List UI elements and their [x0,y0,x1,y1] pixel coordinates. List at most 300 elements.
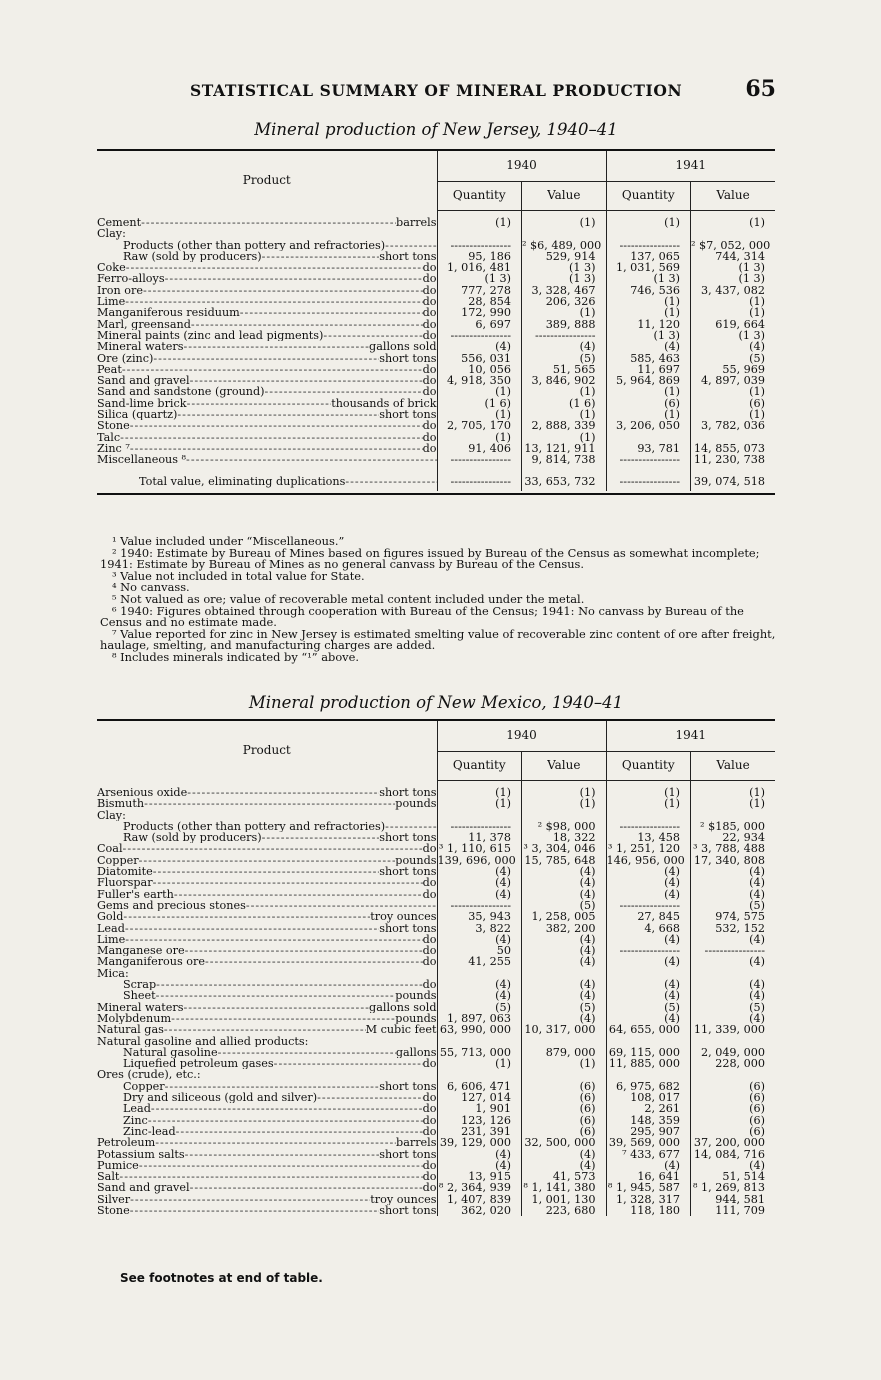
product-cell [97,1126,437,1137]
product-unit: do [422,1159,437,1172]
product-cell [97,900,437,911]
table-row [97,1149,775,1160]
product-name: Salt [97,1171,120,1183]
leader-dots [130,1194,370,1205]
product-label-wrap [97,432,437,443]
product-cell [97,273,437,284]
product-unit: troy ounces [370,1193,437,1205]
product-cell [97,319,437,330]
quantity-cell: 362, 020 [437,1205,522,1216]
product-label-wrap [97,273,437,284]
footnote: ² 1940: Estimate by Bureau of Mines based on figures issued by Bureau of the Census as somewhat incomplete; 1941: Estimate by Bureau of Mines as no general canvass by Bureau of the Census. [100,545,760,572]
value-cell: 51, 514 [722,1171,766,1183]
value-cell [691,968,776,979]
quantity-cell [606,810,691,821]
table-row [97,273,775,284]
product-unit: pounds [395,1012,437,1025]
product-unit: do [422,284,437,297]
total-quantity-cell: ---------------- [606,466,691,491]
quantity-cell: 6, 697 [437,319,522,330]
leader-dots [151,1103,423,1114]
product-label-wrap [97,1081,437,1092]
value-cell: 22, 934 [722,832,766,844]
leader-dots [165,1081,380,1092]
product-label-wrap [97,319,437,330]
product-name: Mineral waters [97,341,184,353]
product-name: Mineral paints (zinc and lead pigments) [97,329,324,342]
total-label: Total value, eliminating duplications [139,474,346,488]
product-cell [97,821,437,832]
leader-dots [156,979,422,990]
quantity-cell: ⁸ 1, 945, 587 [606,1182,691,1193]
quantity-cell: (4) [606,877,691,888]
product-label-wrap [97,866,437,877]
product-label-wrap [97,900,437,911]
value-cell: (6) [522,1115,607,1126]
leader-dots [130,420,423,431]
value-cell: (4) [522,1013,607,1024]
product-label-wrap [97,1194,437,1205]
product-unit: short tons [379,1148,437,1160]
value-cell: 382, 200 [522,923,607,934]
leader-dots [130,1205,380,1216]
leader-dots [143,285,423,296]
product-unit: short tons [379,866,437,878]
product-name: Gems and precious stones [97,899,246,912]
value-cell: 879, 000 [522,1047,607,1058]
product-cell [97,353,437,364]
quantity-cell: 137, 065 [606,251,691,262]
product-name: Silica (quartz) [97,409,178,421]
value-cell: (5) [749,1001,766,1013]
value-header: Value [522,752,607,781]
nm-production-table [97,719,775,1216]
product-label-wrap [97,1103,437,1114]
product-cell [97,843,437,854]
product-unit: do [422,933,437,946]
product-cell [97,1171,437,1182]
value-cell: (5) [749,899,766,912]
table-row [97,1103,775,1114]
product-unit: short tons [379,250,437,263]
quantity-cell: (4) [606,979,691,990]
quantity-cell: 3, 822 [437,923,522,934]
quantity-cell: (1) [606,307,691,318]
product-cell [97,420,437,431]
product-name: Fuller's earth [97,888,174,900]
quantity-cell: 118, 180 [606,1205,691,1216]
table-row [97,889,775,900]
product-unit: do [422,329,437,342]
value-cell: 619, 664 [715,318,766,330]
total-value-cell: 33, 653, 732 [522,466,607,491]
product-cell [97,375,437,386]
value-header: Value [522,182,607,211]
product-label-wrap [97,1149,437,1160]
value-cell: (1) [749,787,766,799]
product-label-wrap [97,307,437,318]
value-cell: (6) [749,397,766,410]
quantity-cell: 93, 781 [606,443,691,454]
value-cell: 2, 049, 000 [700,1046,766,1059]
product-cell [97,923,437,934]
product-unit: do [422,888,437,900]
product-name: Sand and gravel [97,1182,190,1194]
table-row [97,1182,775,1193]
leader-dots [265,386,423,397]
leader-dots [155,1137,396,1148]
product-cell [97,1058,437,1069]
quantity-cell: 13, 458 [606,832,691,843]
value-cell: ---------------- [522,330,607,341]
table-row [97,307,775,318]
value-cell: 944, 581 [715,1193,766,1205]
product-cell [97,454,437,465]
leader-dots [164,1024,366,1035]
quantity-cell: (4) [437,341,522,352]
quantity-cell: 1, 328, 317 [606,1194,691,1205]
table-row [97,1092,775,1103]
product-label-wrap [97,1160,437,1171]
product-cell [97,1013,437,1024]
product-cell [97,228,437,239]
value-cell: (1) [522,386,607,397]
table-row [97,251,775,262]
quantity-cell: ⁸ 2, 364, 939 [437,1182,522,1193]
table-row [97,443,775,454]
leader-dots [191,319,423,330]
value-cell: ² $6, 489, 000 [522,240,607,251]
product-cell [97,1205,437,1216]
leader-dots [240,307,423,318]
product-cell [97,1047,437,1058]
leader-dots [246,900,437,911]
table-row [97,1126,775,1137]
value-header: Value [691,182,776,211]
value-cell: 529, 914 [522,251,607,262]
table-row [97,968,775,979]
table-row [97,1171,775,1182]
value-cell: (6) [749,1092,766,1104]
value-cell: (5) [522,900,607,911]
leader-dots [123,843,423,854]
product-name: Manganiferous residuum [97,307,240,319]
table-row [97,285,775,296]
product-label-wrap [97,443,437,454]
quantity-cell [437,968,522,979]
leader-dots [218,1047,396,1058]
value-cell: (1 3) [738,329,766,342]
product-label-wrap [97,877,437,888]
value-cell: 18, 322 [522,832,607,843]
product-unit: do [422,296,437,308]
product-cell [97,968,437,979]
value-cell: 2, 888, 339 [522,420,607,431]
value-cell: 11, 230, 738 [693,454,766,466]
value-cell: (1) [749,798,766,810]
footnote: ⁸ Includes minerals indicated by “¹” above. [112,649,359,664]
product-unit: short tons [379,1204,437,1217]
quantity-cell: 139, 696, 000 [437,855,522,866]
table-row [97,979,775,990]
product-cell [97,398,437,409]
table-row [97,364,775,375]
product-unit: do [422,262,437,274]
quantity-cell: 11, 885, 000 [606,1058,691,1069]
product-unit: do [422,1058,437,1070]
product-label-wrap [97,454,437,465]
product-label-wrap [97,821,437,832]
table-row [97,353,775,364]
product-unit: do [422,420,437,432]
product-unit: do [422,1114,437,1126]
quantity-header: Quantity [437,752,522,781]
value-cell: 1, 258, 005 [522,911,607,922]
value-cell: (6) [522,1103,607,1114]
quantity-cell: 127, 014 [437,1092,522,1103]
value-cell: 3, 437, 082 [700,284,766,297]
quantity-cell: 95, 186 [437,251,522,262]
leader-dots [123,911,370,922]
quantity-cell: (1) [437,787,522,798]
product-name: Miscellaneous ⁸ [97,454,187,466]
value-cell: 3, 846, 902 [522,375,607,386]
product-cell [97,787,437,798]
leader-dots [183,341,369,352]
table-row [97,1081,775,1092]
product-cell [97,262,437,273]
product-name: Arsenious oxide [97,787,188,799]
leader-dots [165,273,423,284]
value-cell: (4) [522,979,607,990]
product-unit: do [422,843,437,855]
footnote: ⁵ Not valued as ore; value of recoverable metal content included under the metal. [112,591,585,606]
leader-dots [125,923,379,934]
year-1940-header: 1940 [437,150,606,182]
table-row [97,877,775,888]
product-label-wrap [97,341,437,352]
product-label-wrap [97,1171,437,1182]
quantity-cell: ³ 1, 110, 615 [437,843,522,854]
product-unit: short tons [379,352,437,364]
value-cell: (4) [749,888,766,900]
product-name: Products (other than pottery and refractories) [123,820,386,833]
quantity-cell: ---------------- [606,821,691,832]
product-cell [97,832,437,843]
quantity-cell: 108, 017 [606,1092,691,1103]
table-row [97,330,775,341]
product-name: Molybdenum [97,1012,172,1025]
table-row [97,787,775,798]
product-name: Peat [97,363,122,376]
value-cell: (1) [522,432,607,443]
product-label-wrap [97,228,437,239]
value-cell: 55, 969 [722,363,766,376]
quantity-cell: 1, 031, 569 [606,262,691,273]
product-name: Sand and sandstone (ground) [97,386,265,398]
value-cell: 15, 785, 648 [522,855,607,866]
leader-dots [345,476,436,487]
product-cell [97,1149,437,1160]
quantity-cell: (6) [606,398,691,409]
product-unit: do [422,979,437,991]
value-cell: (6) [749,1114,766,1126]
leader-dots [120,432,422,443]
product-unit: do [422,877,437,889]
quantity-cell: 63, 990, 000 [437,1024,522,1035]
value-cell: (1) [522,409,607,420]
quantity-cell: (4) [437,1149,522,1160]
leader-dots [177,409,379,420]
table-row [97,866,775,877]
product-cell [97,990,437,1001]
leader-dots [139,1160,423,1171]
quantity-cell [606,432,691,443]
table-row [97,855,775,866]
quantity-cell [606,968,691,979]
quantity-header: Quantity [606,752,691,781]
product-label-wrap [97,911,437,922]
product-name: Diatomite [97,866,153,878]
footnote: ³ Value not included in total value for State. [112,568,365,583]
leader-dots [262,251,380,262]
leader-dots [274,1058,423,1069]
product-cell [97,409,437,420]
table-row [97,420,775,431]
product-name: Coal [97,843,123,855]
value-cell: 3, 782, 036 [700,420,766,432]
quantity-cell: (1) [437,386,522,397]
value-cell: (4) [749,877,766,889]
leader-dots [323,330,422,341]
product-unit: M cubic feet [365,1024,437,1036]
nj-table-title: Mineral production of New Jersey, 1940–41 [254,120,618,139]
value-cell: (5) [522,353,607,364]
value-cell [691,810,776,821]
product-name: Manganese ore [97,945,185,957]
value-cell: ⁸ 1, 269, 813 [692,1182,766,1194]
product-unit: short tons [379,832,437,844]
table-row [97,386,775,397]
product-name: Sand and gravel [97,375,190,387]
quantity-cell: 69, 115, 000 [606,1047,691,1058]
footnote: ⁷ Value reported for zinc in New Jersey is estimated smelting value of recoverable zinc content of ore after freight, haulage, smelting, and manufacturing charges are added. [100,626,776,653]
product-unit: short tons [379,409,437,421]
product-cell [97,285,437,296]
quantity-header: Quantity [606,182,691,211]
product-name: Stone [97,1204,130,1217]
leader-dots [119,1171,422,1182]
product-name: Lime [97,933,126,946]
value-cell: 4, 897, 039 [700,375,766,387]
quantity-cell: (4) [437,889,522,900]
value-cell: (1 3) [522,273,607,284]
value-cell [522,1069,607,1080]
value-cell: (6) [522,1081,607,1092]
value-cell: ² $185, 000 [700,820,766,833]
quantity-cell: (1) [606,217,691,228]
leader-dots [190,375,423,386]
nj-table-body [97,211,775,494]
quantity-cell: 1, 407, 839 [437,1194,522,1205]
quantity-cell: ---------------- [437,330,522,341]
product-unit: do [422,431,437,443]
product-label-wrap [97,420,437,431]
quantity-cell: 35, 943 [437,911,522,922]
table-row [97,240,775,251]
quantity-cell: 39, 129, 000 [437,1137,522,1148]
total-quantity-cell: ---------------- [437,466,522,491]
quantity-cell: ---------------- [437,240,522,251]
quantity-cell: (1) [437,409,522,420]
value-cell: (1) [522,307,607,318]
quantity-cell: 123, 126 [437,1115,522,1126]
quantity-cell: (4) [606,956,691,967]
value-cell [522,228,607,239]
product-name: Gold [97,911,124,923]
quantity-header: Quantity [437,182,522,211]
value-cell: (1) [749,386,766,398]
product-column-header: Product [97,720,437,781]
product-label-wrap [97,364,437,375]
product-label-wrap [97,262,437,273]
quantity-cell: (1 3) [437,273,522,284]
table-row [97,375,775,386]
product-label-wrap [97,810,437,821]
quantity-cell: 16, 641 [606,1171,691,1182]
product-name: Potassium salts [97,1148,185,1160]
quantity-cell: ---------------- [437,821,522,832]
product-column-header: Product [97,150,437,211]
product-label-wrap [97,251,437,262]
product-name: Lead [97,922,125,934]
product-cell [97,934,437,945]
table-row [97,1194,775,1205]
leader-dots [148,1115,423,1126]
product-name: Natural gasoline [123,1046,218,1059]
quantity-cell: (1 3) [606,330,691,341]
value-cell: (4) [749,990,766,1002]
product-cell [97,341,437,352]
product-unit: pounds [395,798,437,810]
value-cell: 223, 680 [522,1205,607,1216]
product-name: Clay: [97,809,126,821]
value-cell: (6) [522,1126,607,1137]
value-cell: (4) [522,1160,607,1171]
product-cell [97,1137,437,1148]
product-name: Pumice [97,1159,139,1172]
product-cell [97,296,437,307]
value-cell: (4) [749,866,766,878]
product-cell [97,364,437,375]
quantity-cell [437,1036,522,1047]
quantity-cell: (1) [437,432,522,443]
quantity-cell: 50 [437,945,522,956]
leader-dots [130,443,423,454]
product-name: Raw (sold by producers) [123,250,262,263]
value-cell: (6) [749,1125,766,1138]
value-cell: (4) [749,956,766,968]
product-name: Lead [123,1103,151,1115]
product-label-wrap [97,1002,437,1013]
value-cell [691,432,776,443]
product-name: Copper [123,1080,165,1093]
value-cell [691,228,776,239]
product-label-wrap [97,1092,437,1103]
product-cell [97,877,437,888]
leader-dots [122,364,423,375]
product-name: Silver [97,1193,131,1205]
